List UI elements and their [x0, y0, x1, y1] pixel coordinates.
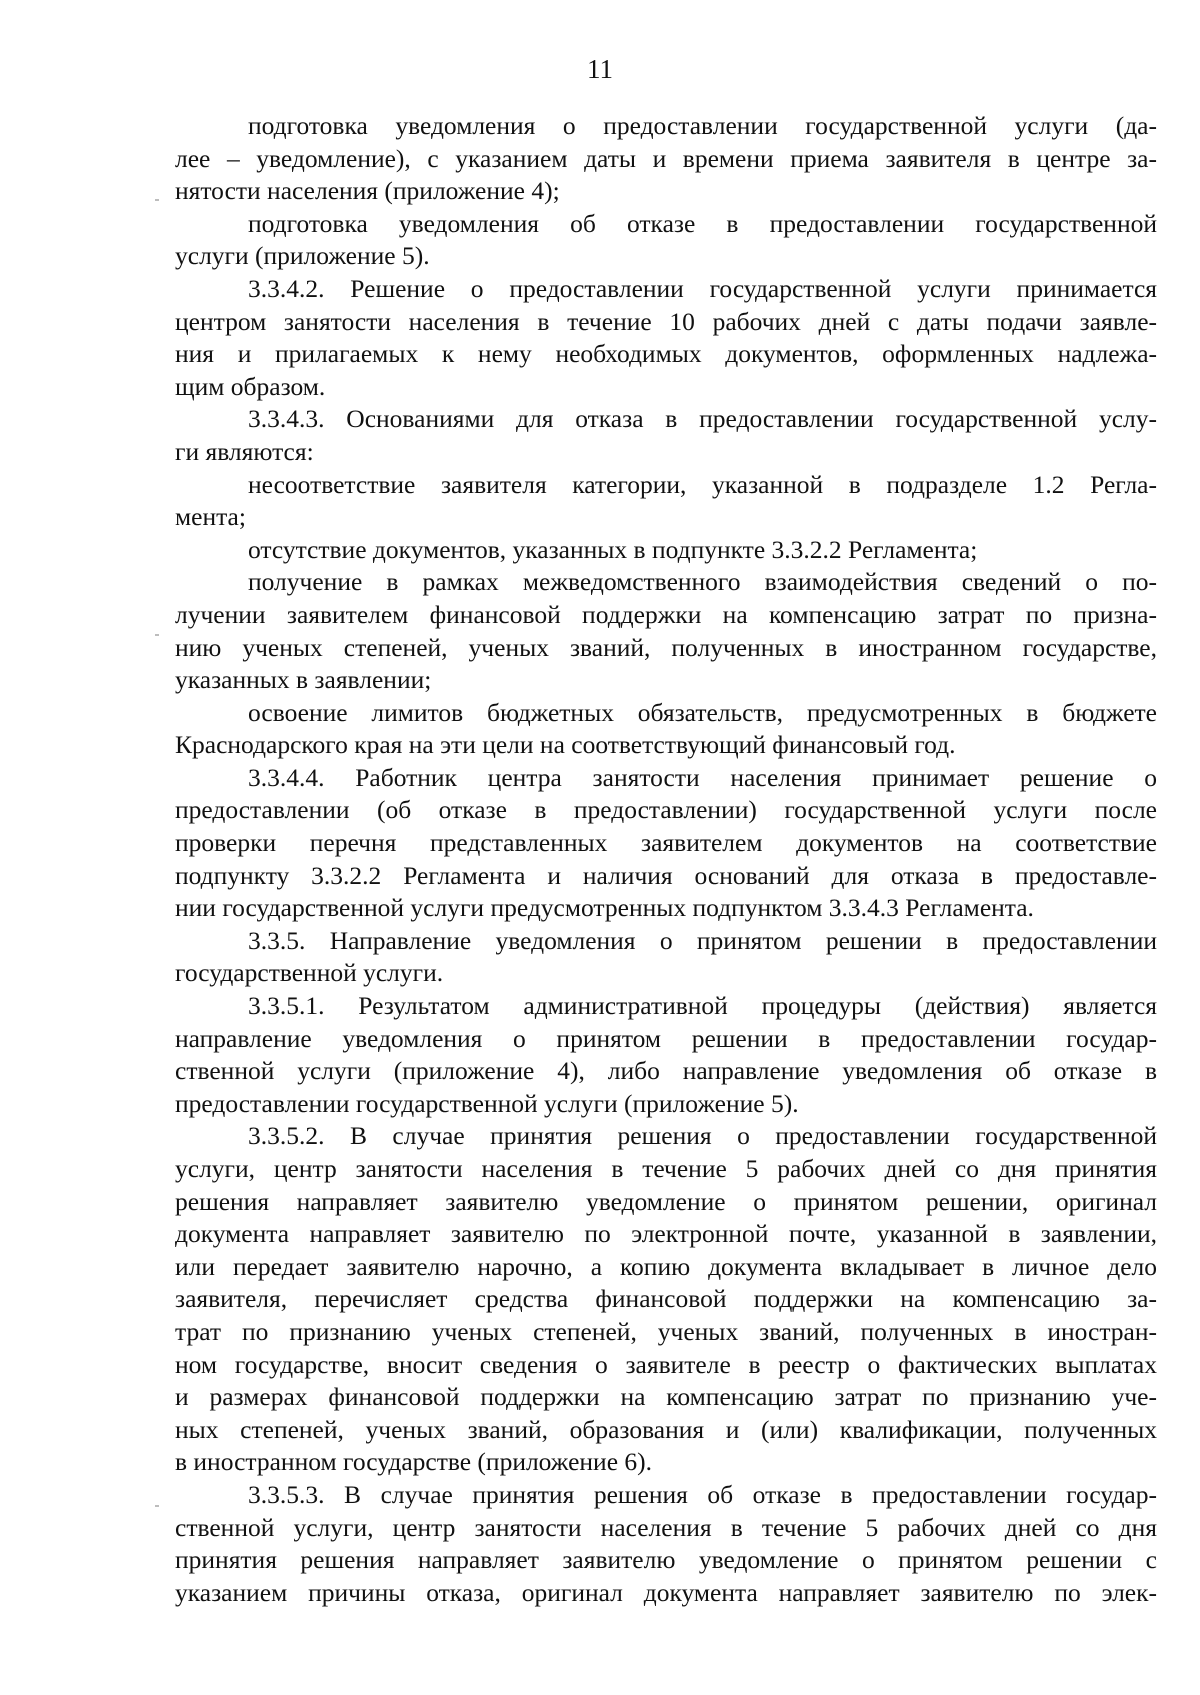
- text-line: предоставлении (об отказе в предоставлении) государственной услуги после: [175, 795, 1157, 825]
- text-line: 3.3.5.2. В случае принятия решения о предоставлении государственной: [248, 1121, 1157, 1151]
- text-line: указанных в заявлении;: [175, 665, 432, 695]
- page-number: 11: [587, 54, 613, 84]
- text-line: ном государстве, вносит сведения о заявителе в реестр о фактических выплатах: [175, 1349, 1157, 1379]
- text-line: услуги (приложение 5).: [175, 241, 430, 271]
- text-line: 3.3.4.3. Основаниями для отказа в предоставлении государственной услу-: [248, 404, 1157, 434]
- text-line: заявителя, перечисляет средства финансовой поддержки на компенсацию за-: [175, 1284, 1157, 1314]
- text-line: или передает заявителю нарочно, а копию документа вкладывает в личное дело: [175, 1251, 1157, 1281]
- text-line: нятости населения (приложение 4);: [175, 176, 560, 206]
- text-line: услуги, центр занятости населения в течение 5 рабочих дней со дня принятия: [175, 1154, 1157, 1183]
- text-line: государственной услуги.: [175, 958, 444, 988]
- text-line: подготовка уведомления о предоставлении государственной услуги (да-: [248, 111, 1157, 140]
- text-line: несоответствие заявителя категории, указанной в подразделе 1.2 Регла-: [248, 469, 1157, 499]
- text-line: отсутствие документов, указанных в подпункте 3.3.2.2 Регламента;: [248, 534, 978, 564]
- text-line: центром занятости населения в течение 10 рабочих дней с даты подачи заявле-: [175, 306, 1157, 336]
- text-line: 3.3.4.4. Работник центра занятости населения принимает решение о: [248, 762, 1157, 792]
- text-line: получение в рамках межведомственного взаимодействия сведений о по-: [248, 567, 1157, 597]
- text-line: 3.3.5.3. В случае принятия решения об отказе в предоставлении государ-: [248, 1479, 1157, 1509]
- text-line: проверки перечня представленных заявителем документов на соответствие: [175, 828, 1157, 858]
- text-line: решения направляет заявителю уведомление о принятом решении, оригинал: [175, 1186, 1157, 1216]
- text-line: лее – уведомление), с указанием даты и времени приема заявителя в центре за-: [175, 143, 1157, 173]
- text-line: нию ученых степеней, ученых званий, полученных в иностранном государстве,: [175, 632, 1157, 662]
- text-line: и размерах финансовой поддержки на компенсацию затрат по признанию уче-: [175, 1382, 1157, 1412]
- text-line: указанием причины отказа, оригинал документа направляет заявителю по элек-: [175, 1577, 1157, 1607]
- text-line: ги являются:: [175, 436, 314, 466]
- scan-speck: [155, 634, 159, 636]
- text-line: нии государственной услуги предусмотренных подпунктом 3.3.4.3 Регламента.: [175, 893, 1034, 923]
- text-line: лучении заявителем финансовой поддержки на компенсацию затрат по призна-: [175, 599, 1157, 629]
- text-line: ственной услуги (приложение 4), либо направление уведомления об отказе в: [175, 1056, 1157, 1086]
- text-line: 3.3.4.2. Решение о предоставлении государственной услуги принимается: [248, 273, 1157, 303]
- text-line: предоставлении государственной услуги (приложение 5).: [175, 1088, 799, 1118]
- text-line: документа направляет заявителю по электронной почте, указанной в заявлении,: [175, 1219, 1157, 1249]
- text-line: Краснодарского края на эти цели на соответствующий финансовый год.: [175, 730, 956, 760]
- text-line: ных степеней, ученых званий, образования и (или) квалификации, полученных: [175, 1414, 1157, 1444]
- text-line: направление уведомления о принятом решении в предоставлении государ-: [175, 1023, 1157, 1053]
- text-line: ственной услуги, центр занятости населения в течение 5 рабочих дней со дня: [175, 1512, 1157, 1542]
- text-line: ния и прилагаемых к нему необходимых документов, оформленных надлежа-: [175, 339, 1157, 369]
- scan-speck: [155, 1505, 159, 1507]
- text-line: мента;: [175, 502, 246, 532]
- scan-speck: [155, 199, 159, 201]
- text-line: в иностранном государстве (приложение 6).: [175, 1447, 653, 1477]
- text-line: трат по признанию ученых степеней, ученых званий, полученных в иностран-: [175, 1316, 1157, 1346]
- text-line: принятия решения направляет заявителю уведомление о принятом решении с: [175, 1545, 1157, 1575]
- text-line: подпункту 3.3.2.2 Регламента и наличия оснований для отказа в предоставле-: [175, 860, 1157, 890]
- document-body: [175, 110, 1157, 1609]
- text-line: 3.3.5. Направление уведомления о принятом решении в предоставлении: [248, 925, 1157, 955]
- text-line: освоение лимитов бюджетных обязательств, предусмотренных в бюджете: [248, 697, 1157, 727]
- text-line: подготовка уведомления об отказе в предоставлении государственной: [248, 208, 1157, 238]
- text-line: щим образом.: [175, 371, 326, 401]
- text-line: 3.3.5.1. Результатом административной процедуры (действия) является: [248, 991, 1157, 1021]
